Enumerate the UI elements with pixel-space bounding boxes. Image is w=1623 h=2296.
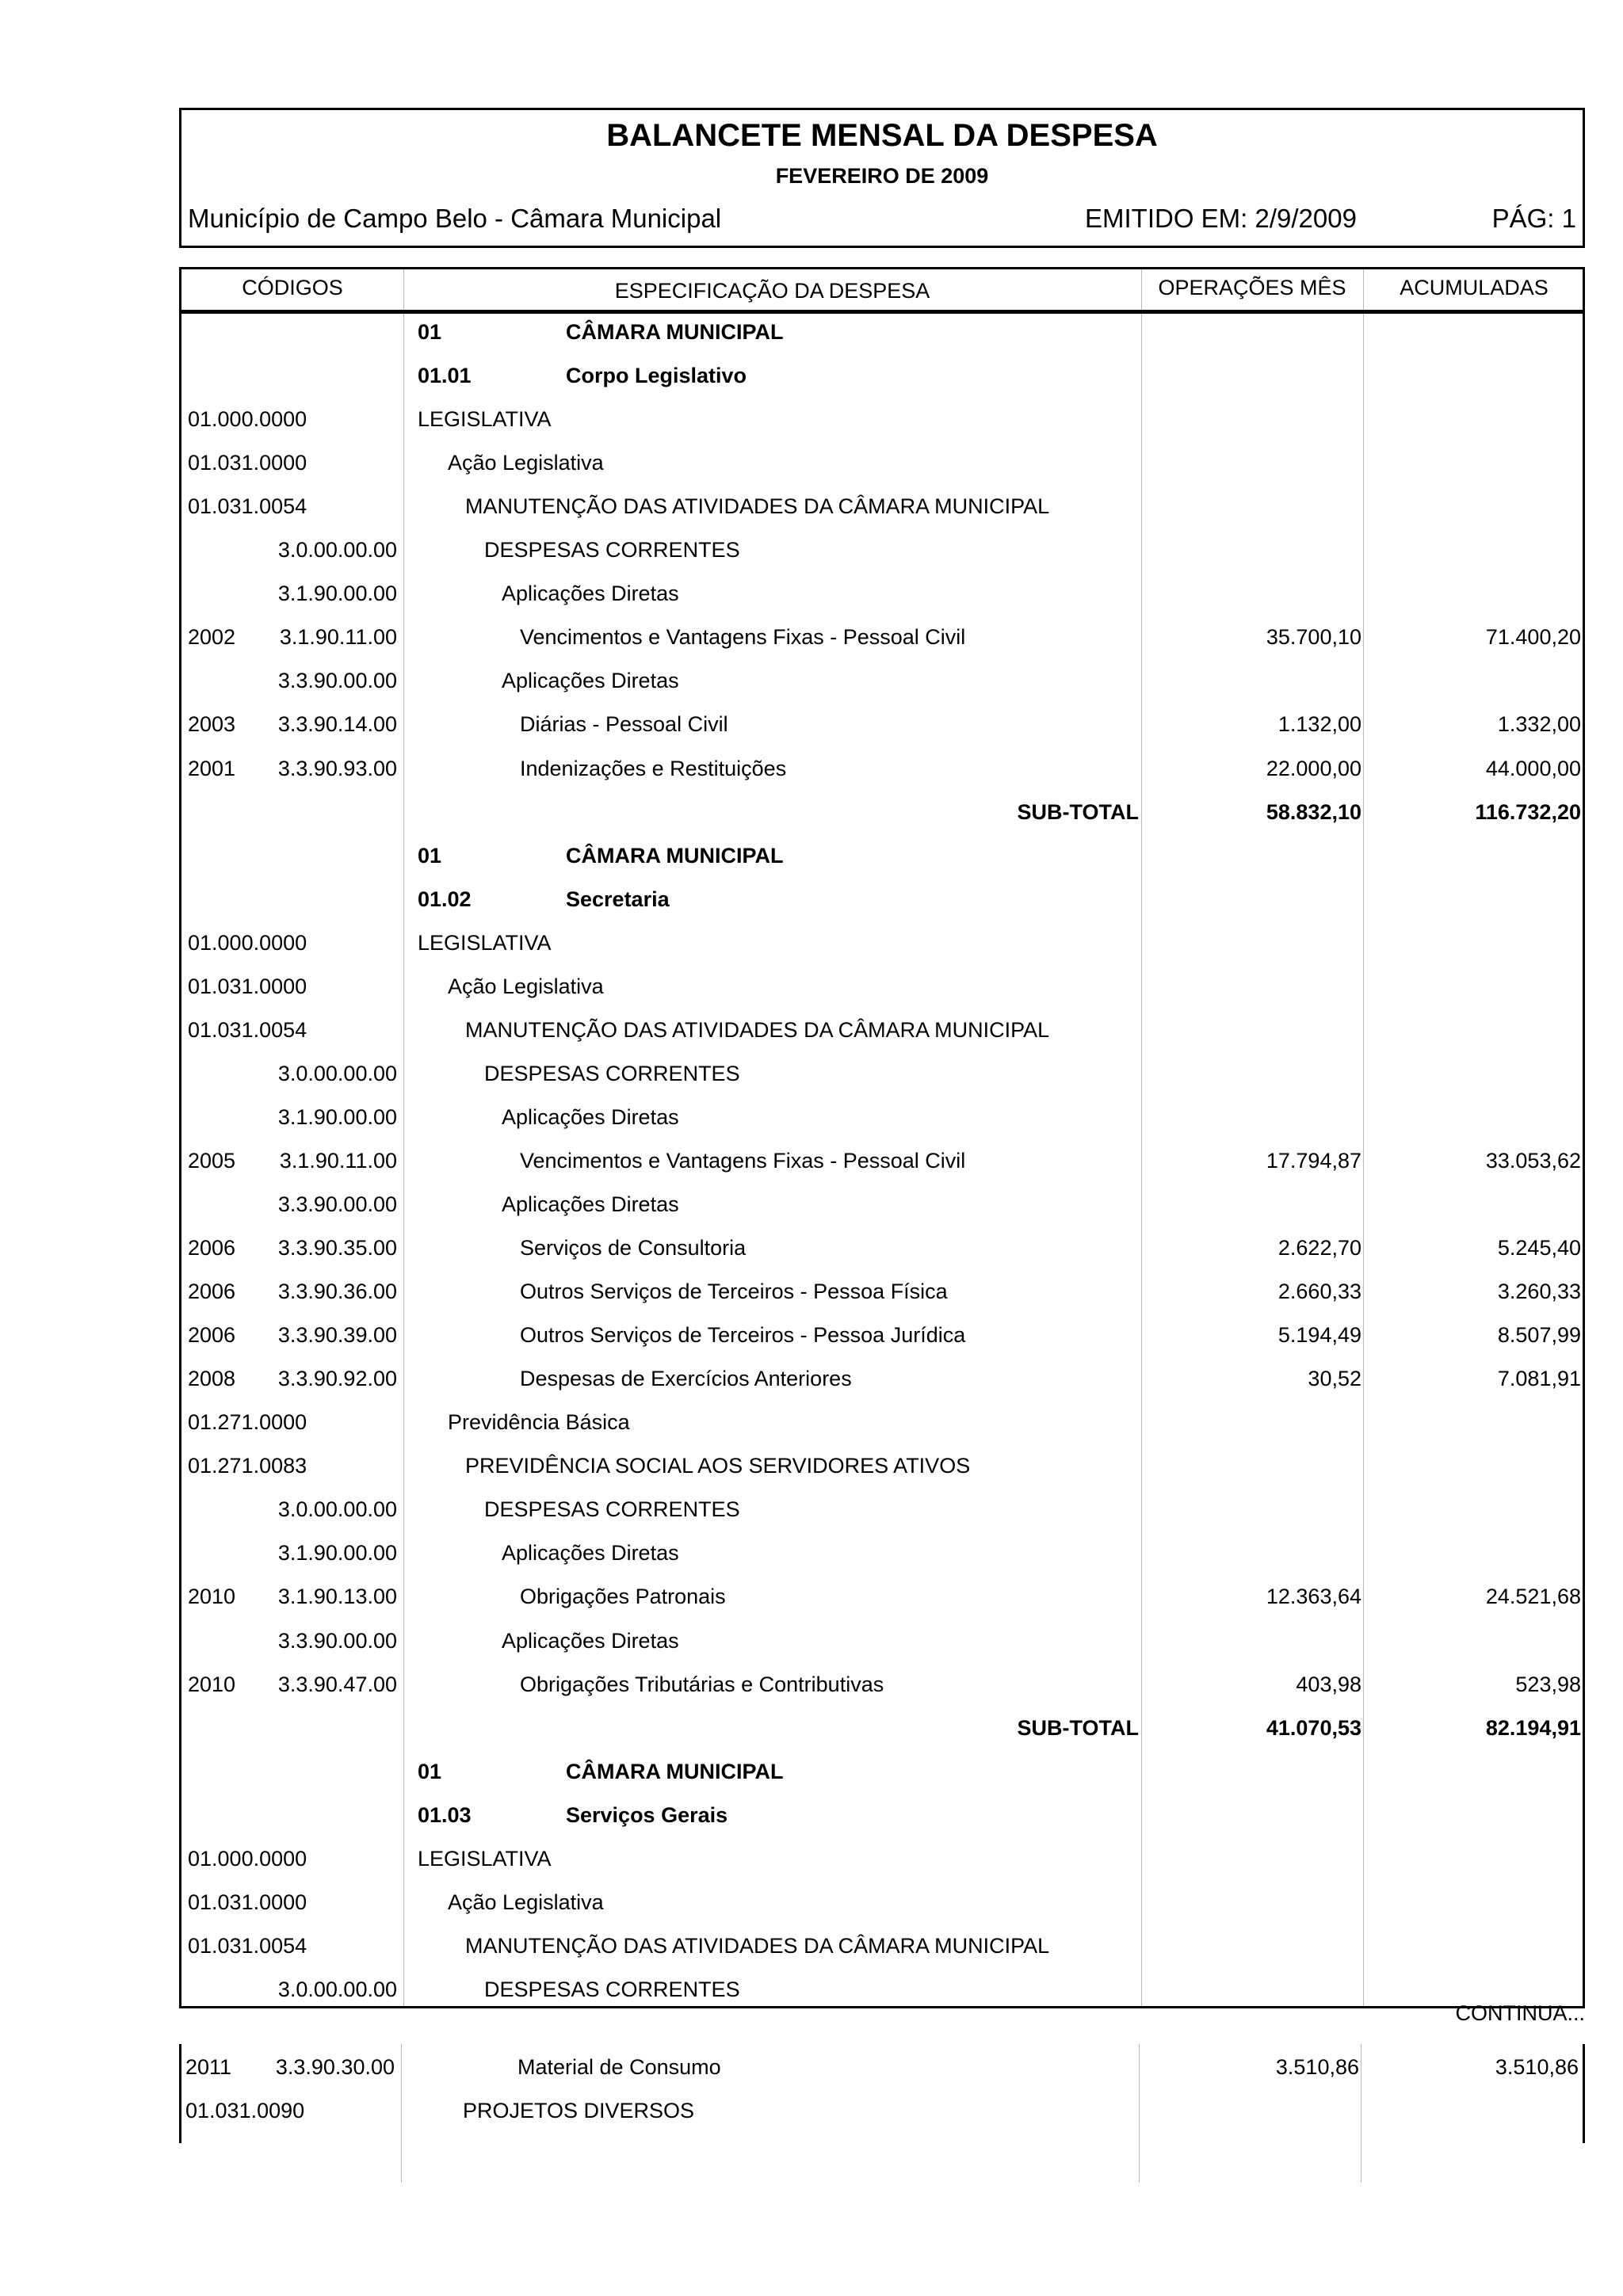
subtotal-label: SUB-TOTAL bbox=[1017, 1715, 1139, 1740]
function-description: Ação Legislativa bbox=[448, 451, 604, 475]
continuation-table bbox=[179, 2044, 1585, 2183]
accumulated-value: 5.245,40 bbox=[1497, 1236, 1581, 1261]
month-value: 35.700,10 bbox=[1266, 625, 1361, 650]
function-row bbox=[181, 483, 1587, 527]
function-row bbox=[181, 440, 1587, 483]
expense-row bbox=[181, 1094, 1587, 1138]
expense-row bbox=[181, 1181, 1587, 1225]
expense-description: Serviços de Consultoria bbox=[520, 1236, 747, 1261]
accumulated-value: 523,98 bbox=[1515, 1672, 1581, 1696]
function-code: 01.031.0054 bbox=[188, 494, 307, 519]
element-code: 3.0.00.00.00 bbox=[277, 1497, 397, 1522]
month-value: 22.000,00 bbox=[1266, 756, 1361, 780]
reference-number: 2006 bbox=[188, 1236, 236, 1261]
expense-description: Aplicações Diretas bbox=[502, 582, 679, 606]
element-code: 3.1.90.00.00 bbox=[277, 582, 397, 606]
element-code: 3.1.90.11.00 bbox=[279, 1148, 397, 1173]
unit-row bbox=[181, 353, 1587, 396]
reference-number: 2003 bbox=[188, 712, 236, 737]
subtotal-label: SUB-TOTAL bbox=[1017, 799, 1139, 824]
accumulated-value: 44.000,00 bbox=[1485, 756, 1581, 780]
expense-row bbox=[181, 570, 1587, 614]
function-row bbox=[181, 1007, 1587, 1051]
expense-description: Outros Serviços de Terceiros - Pessoa Física bbox=[520, 1280, 948, 1304]
function-code: 01.271.0083 bbox=[188, 1454, 307, 1478]
table-header bbox=[181, 269, 1583, 314]
unit-row bbox=[181, 1749, 1587, 1792]
expense-row bbox=[181, 1966, 1587, 2010]
function-code: 01.031.0054 bbox=[188, 1017, 307, 1042]
expense-description: Diárias - Pessoal Civil bbox=[520, 712, 728, 737]
expense-row bbox=[181, 746, 1587, 789]
reference-number: 2001 bbox=[188, 756, 236, 780]
reference-number: 2005 bbox=[188, 1148, 236, 1173]
expense-row bbox=[181, 1225, 1587, 1268]
function-row bbox=[181, 963, 1587, 1007]
expense-row bbox=[179, 2044, 1585, 2088]
expense-description: Obrigações Tributárias e Contributivas bbox=[520, 1672, 884, 1696]
unit-code: 01.03 bbox=[418, 1802, 472, 1827]
element-code: 3.1.90.11.00 bbox=[279, 625, 397, 650]
emission-date: EMITIDO EM: 2/9/2009 bbox=[1085, 204, 1357, 233]
unit-name: CÂMARA MUNICIPAL bbox=[566, 1759, 784, 1783]
month-value: 403,98 bbox=[1296, 1672, 1361, 1696]
function-description: Previdência Básica bbox=[448, 1410, 630, 1435]
function-code: 01.031.0054 bbox=[188, 1933, 307, 1958]
unit-code: 01.02 bbox=[418, 887, 472, 911]
reference-number: 2006 bbox=[188, 1323, 236, 1348]
element-code: 3.3.90.93.00 bbox=[277, 756, 397, 780]
element-code: 3.0.00.00.00 bbox=[277, 538, 397, 563]
month-value: 2.660,33 bbox=[1277, 1280, 1361, 1304]
expense-row bbox=[181, 1051, 1587, 1094]
element-code: 3.3.90.00.00 bbox=[277, 1192, 397, 1216]
header-accumulated: ACUMULADAS bbox=[1400, 276, 1549, 299]
accumulated-value: 71.400,20 bbox=[1485, 625, 1581, 650]
expense-description: Material de Consumo bbox=[517, 2055, 721, 2079]
function-row bbox=[181, 1923, 1587, 1966]
expense-description: DESPESAS CORRENTES bbox=[484, 1061, 740, 1085]
function-description: MANUTENÇÃO DAS ATIVIDADES DA CÂMARA MUNICIPAL bbox=[465, 494, 1050, 519]
report-header bbox=[179, 108, 1585, 248]
expense-row bbox=[181, 1661, 1587, 1705]
accumulated-value: 3.510,86 bbox=[1495, 2055, 1579, 2079]
element-code: 3.3.90.92.00 bbox=[277, 1367, 397, 1391]
element-code: 3.3.90.39.00 bbox=[277, 1323, 397, 1348]
function-code: 01.031.0000 bbox=[188, 1890, 307, 1914]
expense-description: DESPESAS CORRENTES bbox=[484, 1977, 740, 2001]
accumulated-value: 1.332,00 bbox=[1497, 712, 1581, 737]
reference-number: 2006 bbox=[188, 1280, 236, 1304]
function-code: 01.031.0000 bbox=[188, 974, 307, 998]
month-value: 30,52 bbox=[1308, 1367, 1361, 1391]
accumulated-value: 7.081,91 bbox=[1497, 1367, 1581, 1391]
element-code: 3.3.90.36.00 bbox=[277, 1280, 397, 1304]
expense-row bbox=[181, 1618, 1587, 1661]
expense-description: Despesas de Exercícios Anteriores bbox=[520, 1367, 852, 1391]
unit-name: Corpo Legislativo bbox=[566, 364, 747, 388]
month-value: 1.132,00 bbox=[1277, 712, 1361, 737]
function-description: MANUTENÇÃO DAS ATIVIDADES DA CÂMARA MUNICIPAL bbox=[465, 1933, 1050, 1958]
function-description: LEGISLATIVA bbox=[418, 407, 552, 432]
element-code: 3.0.00.00.00 bbox=[277, 1061, 397, 1085]
expense-description: DESPESAS CORRENTES bbox=[484, 538, 740, 563]
expense-row bbox=[181, 1268, 1587, 1312]
unit-name: Serviços Gerais bbox=[566, 1802, 728, 1827]
subtotal-row bbox=[181, 1705, 1587, 1749]
accumulated-value: 3.260,33 bbox=[1497, 1280, 1581, 1304]
expense-table bbox=[179, 267, 1585, 2008]
expense-row bbox=[181, 658, 1587, 701]
unit-name: CÂMARA MUNICIPAL bbox=[566, 320, 784, 344]
element-code: 3.3.90.14.00 bbox=[277, 712, 397, 737]
report-period: FEVEREIRO DE 2009 bbox=[775, 164, 989, 188]
function-description: LEGISLATIVA bbox=[418, 930, 552, 955]
expense-description: Obrigações Patronais bbox=[520, 1585, 726, 1609]
expense-row bbox=[181, 1486, 1587, 1530]
unit-name: Secretaria bbox=[566, 887, 670, 911]
page-number: PÁG: 1 bbox=[1491, 204, 1576, 233]
element-code: 3.0.00.00.00 bbox=[277, 1977, 397, 2001]
unit-row bbox=[181, 1792, 1587, 1836]
function-row bbox=[181, 1836, 1587, 1879]
reference-number: 2010 bbox=[188, 1672, 236, 1696]
function-description: LEGISLATIVA bbox=[418, 1846, 552, 1871]
unit-code: 01 bbox=[418, 843, 442, 868]
month-value: 3.510,86 bbox=[1275, 2055, 1359, 2079]
month-value: 17.794,87 bbox=[1266, 1148, 1361, 1173]
function-code: 01.000.0000 bbox=[188, 1846, 307, 1871]
municipality-label: Município de Campo Belo - Câmara Municipal bbox=[188, 204, 722, 233]
expense-description: Indenizações e Restituições bbox=[520, 756, 787, 780]
month-value: 2.622,70 bbox=[1277, 1236, 1361, 1261]
expense-description: Aplicações Diretas bbox=[502, 1192, 679, 1216]
function-description: PROJETOS DIVERSOS bbox=[463, 2099, 695, 2122]
subtotal-accumulated-value: 82.194,91 bbox=[1485, 1715, 1581, 1740]
element-code: 3.1.90.00.00 bbox=[277, 1104, 397, 1129]
function-row bbox=[181, 1879, 1587, 1923]
expense-description: Aplicações Diretas bbox=[502, 1541, 679, 1566]
element-code: 3.3.90.00.00 bbox=[277, 669, 397, 693]
expense-row bbox=[181, 1138, 1587, 1181]
expense-row bbox=[181, 614, 1587, 658]
function-row bbox=[181, 1443, 1587, 1486]
report-title: BALANCETE MENSAL DA DESPESA bbox=[606, 118, 1158, 153]
unit-name: CÂMARA MUNICIPAL bbox=[566, 843, 784, 868]
reference-number: 2011 bbox=[185, 2055, 232, 2079]
expense-description: Aplicações Diretas bbox=[502, 669, 679, 693]
unit-code: 01 bbox=[418, 320, 442, 344]
reference-number: 2002 bbox=[188, 625, 236, 650]
subtotal-month-value: 58.832,10 bbox=[1266, 799, 1361, 824]
expense-description: DESPESAS CORRENTES bbox=[484, 1497, 740, 1522]
expense-description: Outros Serviços de Terceiros - Pessoa Jurídica bbox=[520, 1323, 966, 1348]
unit-code: 01.01 bbox=[418, 364, 472, 388]
continues-label: CONTINUA... bbox=[1455, 2001, 1585, 2025]
reference-number: 2008 bbox=[188, 1367, 236, 1391]
function-description: PREVIDÊNCIA SOCIAL AOS SERVIDORES ATIVOS bbox=[465, 1454, 971, 1478]
unit-row bbox=[181, 309, 1587, 353]
accumulated-value: 8.507,99 bbox=[1497, 1323, 1581, 1348]
expense-row bbox=[181, 1312, 1587, 1356]
month-value: 12.363,64 bbox=[1266, 1585, 1361, 1609]
expense-row bbox=[181, 527, 1587, 570]
unit-code: 01 bbox=[418, 1759, 442, 1783]
unit-row bbox=[181, 876, 1587, 920]
accumulated-value: 24.521,68 bbox=[1485, 1585, 1581, 1609]
function-row bbox=[181, 396, 1587, 440]
expense-row bbox=[181, 1356, 1587, 1399]
unit-row bbox=[181, 833, 1587, 876]
function-row bbox=[181, 1399, 1587, 1443]
function-description: Ação Legislativa bbox=[448, 1890, 604, 1914]
function-code: 01.000.0000 bbox=[188, 407, 307, 432]
function-code: 01.031.0000 bbox=[188, 451, 307, 475]
function-code: 01.031.0090 bbox=[185, 2099, 305, 2122]
header-month-operations: OPERAÇÕES MÊS bbox=[1158, 276, 1346, 299]
expense-row bbox=[181, 1530, 1587, 1573]
function-code: 01.271.0000 bbox=[188, 1410, 307, 1435]
subtotal-month-value: 41.070,53 bbox=[1266, 1715, 1361, 1740]
function-row bbox=[179, 2088, 1585, 2131]
function-row bbox=[181, 920, 1587, 963]
expense-description: Vencimentos e Vantagens Fixas - Pessoal Civil bbox=[520, 625, 966, 650]
expense-description: Aplicações Diretas bbox=[502, 1628, 679, 1653]
function-code: 01.000.0000 bbox=[188, 930, 307, 955]
subtotal-accumulated-value: 116.732,20 bbox=[1475, 799, 1581, 824]
element-code: 3.3.90.47.00 bbox=[277, 1672, 397, 1696]
expense-row bbox=[181, 1573, 1587, 1617]
month-value: 5.194,49 bbox=[1277, 1323, 1361, 1348]
header-codes: CÓDIGOS bbox=[242, 276, 343, 299]
reference-number: 2010 bbox=[188, 1585, 236, 1609]
element-code: 3.3.90.00.00 bbox=[277, 1628, 397, 1653]
expense-description: Aplicações Diretas bbox=[502, 1104, 679, 1129]
expense-row bbox=[181, 701, 1587, 745]
function-description: MANUTENÇÃO DAS ATIVIDADES DA CÂMARA MUNICIPAL bbox=[465, 1017, 1050, 1042]
expense-description: Vencimentos e Vantagens Fixas - Pessoal Civil bbox=[520, 1148, 966, 1173]
function-description: Ação Legislativa bbox=[448, 974, 604, 998]
element-code: 3.3.90.35.00 bbox=[277, 1236, 397, 1261]
header-specification: ESPECIFICAÇÃO DA DESPESA bbox=[614, 279, 930, 303]
element-code: 3.3.90.30.00 bbox=[275, 2055, 395, 2079]
element-code: 3.1.90.13.00 bbox=[277, 1585, 397, 1609]
accumulated-value: 33.053,62 bbox=[1485, 1148, 1581, 1173]
element-code: 3.1.90.00.00 bbox=[277, 1541, 397, 1566]
subtotal-row bbox=[181, 789, 1587, 833]
